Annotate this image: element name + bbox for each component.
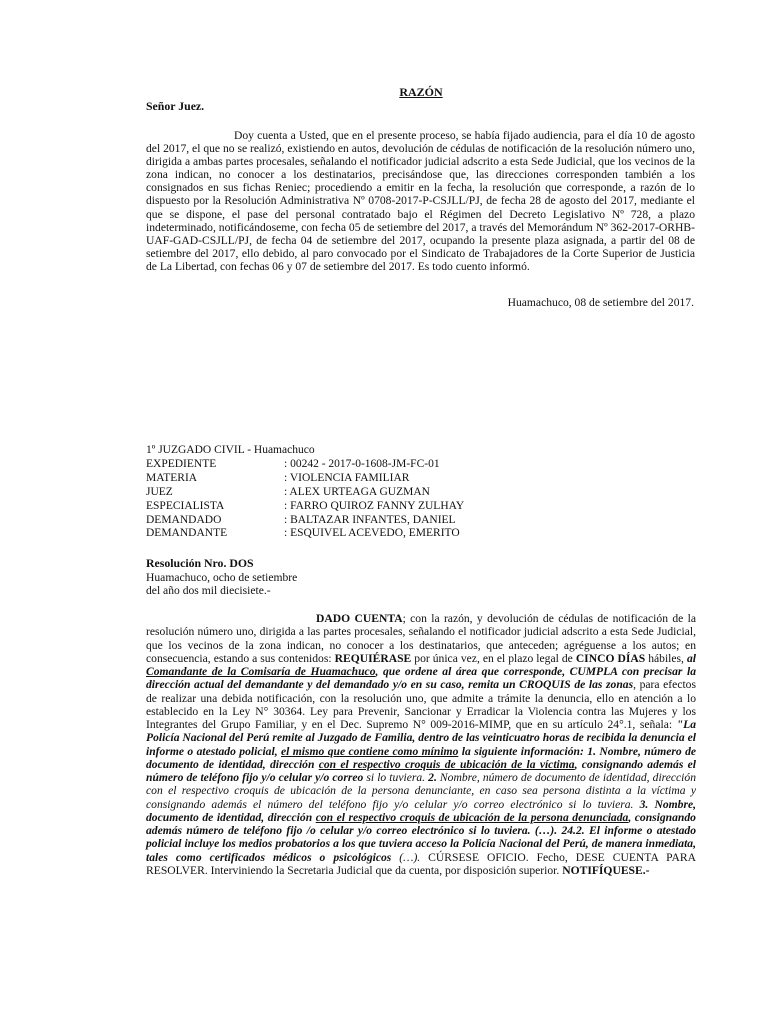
- resolution-text: hábiles,: [645, 651, 687, 665]
- quoted-article: , consignando además número de teléfono fijo /o celular y/o correo electrónico si lo tuviera. (…). 24.2. El informe o atestado policial incluye los medios probatorios a los que tuviera acceso la Policía Nacional del Perú, de manera inmediata, tales como certificados médicos o psicológicos: [146, 810, 696, 864]
- razon-place-date: Huamachuco, 08 de setiembre del 2017.: [507, 296, 694, 309]
- razon-text: Doy cuenta a Usted, que en el presente proceso, se había fijado audiencia, para el día 10 de agosto del 2017, el que no se realizó, existiendo en autos, devolución de cédulas de notificación de la resolución número uno, dirigida a ambas partes procesales, señalando el notificador judicial adscrito a esta Sede Judicial, que los vecinos de la zona indican, no conocer a los destinatarios, precisándose que, las direcciones corresponden también a los consignados en sus fichas Reniec; procediendo a emitir en la fecha, la resolución que corresponde, a razón de lo dispuesto por la Resolución Administrativa Nº 0708-2017-P-CSJLL/PJ, de fecha 28 de agosto del 2017, mediante el que se dispone, el pase del personal contratado bajo el Régimen del Decreto Legislativo Nº 728, a plazo indeterminado, notificándoseme, con fecha 05 de setiembre del 2017, a través del Memorándum Nº 362-2017-ORHB-UAF-GAD-CSJLL/PJ, de fecha 04 de setiembre del 2017, ocupando la presente plaza asignada, a partir del 08 de setiembre del 2017, ello debido, al paro convocado por el Sindicato de Trabajadores de la Corte Superior de Justicia de La Libertad, con fechas 06 y 07 de setiembre del 2017. Es todo cuento informó.: [146, 129, 695, 273]
- quoted-article: 3. Nombre, documento de identidad, dirección: [146, 797, 696, 824]
- resolution-date: [146, 571, 297, 597]
- header-value: : FARRO QUIROZ FANNY ZULHAY: [284, 499, 465, 512]
- header-row: [146, 486, 696, 500]
- header-label: ESPECIALISTA: [146, 499, 225, 512]
- quoted-article-underlined: con el respectivo croquis de ubicación de la persona denunciada: [315, 810, 629, 824]
- notifiquese: NOTIFÍQUESE.-: [562, 863, 650, 877]
- razon-body: [146, 129, 695, 273]
- requierase: REQUIÉRASE: [334, 651, 412, 665]
- quoted-article: "La Policía Nacional del Perú remite al Juzgado de Familia, dentro de las veinticuatro horas de recibida la denuncia el informe o atestado policial,: [146, 718, 696, 758]
- case-header: [146, 444, 696, 541]
- quoted-article: la siguiente información: 1. Nombre, número de documento de identidad, dirección: [146, 744, 697, 771]
- resolution-text: CÚRSESE OFICIO. Fecho, DESE CUENTA PARA RESOLVER. Interviniendo la Secretaria Judicial que da cuenta, por disposición superior.: [146, 850, 697, 877]
- header-value: : 00242 - 2017-0-1608-JM-FC-01: [284, 457, 440, 470]
- quoted-article-underlined: con el respectivo croquis de ubicación de la víctima: [318, 757, 575, 771]
- comisaria-name: Comandante de la Comisaría de Huamachuco: [146, 665, 376, 678]
- quoted-article-underlined: el mismo que contiene como mínimo: [281, 744, 459, 758]
- header-label: MATERIA: [146, 471, 198, 484]
- resolution-date-line: del año dos mil diecisiete.-: [146, 584, 271, 598]
- plazo-dias: CINCO DÍAS: [575, 651, 646, 665]
- header-row: [146, 472, 696, 486]
- header-label: DEMANDANTE: [146, 527, 228, 540]
- header-label: DEMANDADO: [146, 513, 222, 526]
- resolution-title: Resolución Nro. DOS: [146, 556, 254, 570]
- court-name: 1º JUZGADO CIVIL - Huamachuco: [146, 444, 315, 456]
- resolution-text: ; con la razón, y devolución de cédulas de notificación de la resolución número uno, dirigida a las partes procesales, señalando el notificador judicial adscrito a esta Sede Judicial, que los vecinos de la zona indican, no conocer a los destinatarios, que anteceden; agréguense a los autos; en consecuencia, estando a sus contenidos:: [146, 612, 696, 665]
- cumpla-instruction: CUMPLA con precisar la dirección actual del demandante y del demandado y/o en su caso, remita un CROQUIS de las zonas: [146, 665, 696, 692]
- quoted-article-italic: (…).: [391, 850, 421, 864]
- header-label: EXPEDIENTE: [146, 457, 217, 470]
- quoted-article-italic: si lo tuviera.: [363, 771, 429, 784]
- header-row: [146, 458, 696, 472]
- resolution-text: por única vez, en el plazo legal de: [411, 651, 576, 665]
- razon-title: RAZÓN: [399, 85, 443, 99]
- resolution-body: [146, 612, 696, 877]
- dado-cuenta: DADO CUENTA: [316, 612, 403, 625]
- header-row: [146, 527, 696, 541]
- header-value: : ESQUIVEL ACEVEDO, EMERITO: [284, 527, 460, 540]
- header-row: [146, 514, 696, 528]
- resolution-emphasis: , que ordene al área que corresponde,: [375, 665, 570, 678]
- header-value: : BALTAZAR INFANTES, DANIEL: [284, 513, 456, 526]
- quoted-article: 2.: [428, 771, 437, 784]
- salutation: Señor Juez.: [146, 99, 205, 113]
- resolution-date-line: Huamachuco, ocho de setiembre: [146, 571, 298, 584]
- resolution-text: , para efectos de realizar una debida notificación, con la resolución uno, que admite a trámite la denuncia, ello en atención a lo establecido en la Ley N° 30364. Ley para Prevenir, Sancionar y Erradicar la Violencia contra las Mujeres y los Integrantes del Grupo Familiar, y en el Dec. Supremo N° 009-2016-MIMP, que en su artículo 24°.1, señala:: [146, 678, 696, 731]
- header-value: : VIOLENCIA FAMILIAR: [284, 471, 410, 484]
- resolution-emphasis: al: [686, 651, 696, 665]
- header-row: [146, 500, 696, 514]
- header-label: JUEZ: [146, 485, 173, 498]
- quoted-article-italic: Nombre, número de documento de identidad, dirección con el respectivo croquis de ubicación de la persona denunciante, en caso sea persona distinta a la víctima y consignando además el número del teléfono fijo y/o celular y/o correo electrónico si lo tuviera.: [146, 771, 696, 811]
- header-value: : ALEX URTEAGA GUZMAN: [284, 485, 430, 498]
- quoted-article: , consignando además el número de teléfono fijo y/o celular y/o correo: [146, 757, 697, 784]
